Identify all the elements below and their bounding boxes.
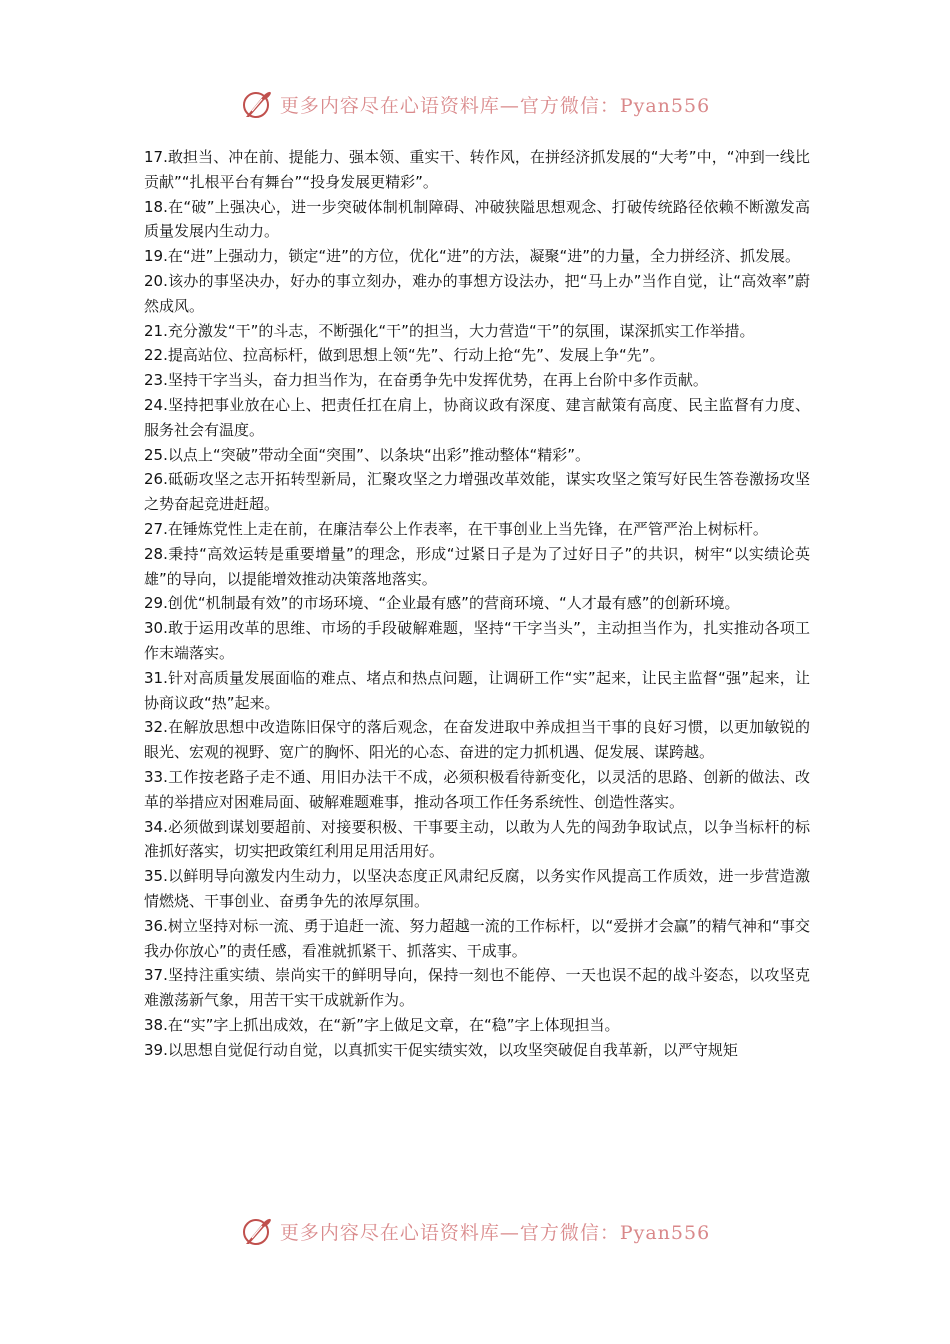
list-item: 34.必须做到谋划要超前、对接要积极、干事要主动，以敢为人先的闯劲争取试点，以争当标杆的标准抓好落实，切实把政策红利用足用活用好。 [144,817,810,861]
list-item: 25.以点上“突破”带动全面“突围”、以条块“出彩”推动整体“精彩”。 [144,445,591,464]
list-item: 21.充分激发“干”的斗志，不断强化“干”的担当，大力营造“干”的氛围，谋深抓实工作举措。 [144,321,755,340]
list-item: 28.秉持“高效运转是重要增量”的理念，形成“过紧日子是为了过好日子”的共识，树牢“以实绩论英雄”的导向，以提能增效推动决策落地落实。 [144,544,810,588]
list-item: 38.在“实”字上抓出成效，在“新”字上做足文章，在“稳”字上体现担当。 [144,1015,620,1034]
list-item: 39.以思想自觉促行动自觉，以真抓实干促实绩实效，以攻坚突破促自我革新，以严守规矩 [144,1040,738,1059]
quill-pen-logo-icon [240,87,274,121]
list-item: 17.敢担当、冲在前、提能力、强本领、重实干、转作风，在拼经济抓发展的“大考”中，“冲到一线比贡献”“扎根平台有舞台”“投身发展更精彩”。 [144,148,810,191]
list-item: 26.砥砺攻坚之志开拓转型新局，汇聚攻坚之力增强改革效能，谋实攻坚之策写好民生答卷激扬攻坚之势奋起竞进赶超。 [144,470,810,514]
header-banner [0,84,950,124]
list-item: 24.坚持把事业放在心上、把责任扛在肩上，协商议政有深度、建言献策有高度、民主监督有力度、服务社会有温度。 [144,395,810,439]
document-body [144,145,810,1062]
footer-banner [0,1211,950,1251]
list-item: 20.该办的事坚决办，好办的事立刻办，难办的事想方设法办，把“马上办”当作自觉，让“高效率”蔚然成风。 [144,271,810,315]
list-item: 31.针对高质量发展面临的难点、堵点和热点问题，让调研工作“实”起来，让民主监督“强”起来，让协商议政“热”起来。 [144,668,810,712]
list-item: 29.创优“机制最有效”的市场环境、“企业最有感”的营商环境、“人才最有感”的创新环境。 [144,594,740,613]
list-item: 36.树立坚持对标一流、勇于追赶一流、努力超越一流的工作标杆，以“爱拼才会赢”的精气神和“事交我办你放心”的责任感，看准就抓紧干、抓落实、干成事。 [144,916,810,960]
quill-pen-logo-icon [240,1214,274,1248]
list-item: 27.在锤炼党性上走在前，在廉洁奉公上作表率，在干事创业上当先锋，在严管严治上树标杆。 [144,519,768,538]
list-item: 19.在“进”上强动力，锁定“进”的方位，优化“进”的方法，凝聚“进”的力量，全力拼经济、抓发展。 [144,247,801,266]
list-item: 22.提高站位、拉高标杆，做到思想上领“先”、行动上抢“先”、发展上争“先”。 [144,346,665,365]
list-item: 23.坚持干字当头，奋力担当作为，在奋勇争先中发挥优势，在再上台阶中多作贡献。 [144,371,708,390]
footer-banner-text: 更多内容尽在心语资料库—官方微信：Pyan556 [279,1221,711,1244]
list-item: 35.以鲜明导向激发内生动力，以坚决态度正风肃纪反腐，以务实作风提高工作质效，进一步营造激情燃烧、干事创业、奋勇争先的浓厚氛围。 [144,867,810,910]
list-item: 30.敢于运用改革的思维、市场的手段破解难题，坚持“干字当头”，主动担当作为，扎实推动各项工作末端落实。 [144,619,810,662]
header-banner-text: 更多内容尽在心语资料库—官方微信：Pyan556 [279,94,711,117]
list-item: 37.坚持注重实绩、崇尚实干的鲜明导向，保持一刻也不能停、一天也误不起的战斗姿态，以攻坚克难激荡新气象，用苦干实干成就新作为。 [144,966,810,1010]
list-item: 33.工作按老路子走不通、用旧办法干不成，必须积极看待新变化，以灵活的思路、创新的做法、改革的举措应对困难局面、破解难题难事，推动各项工作任务系统性、创造性落实。 [144,767,810,811]
list-item: 18.在“破”上强决心，进一步突破体制机制障碍、冲破狭隘思想观念、打破传统路径依赖不断激发高质量发展内生动力。 [144,197,810,241]
list-item: 32.在解放思想中改造陈旧保守的落后观念，在奋发进取中养成担当干事的良好习惯，以更加敏锐的眼光、宏观的视野、宽广的胸怀、阳光的心态、奋进的定力抓机遇、促发展、谋跨越。 [144,718,810,762]
